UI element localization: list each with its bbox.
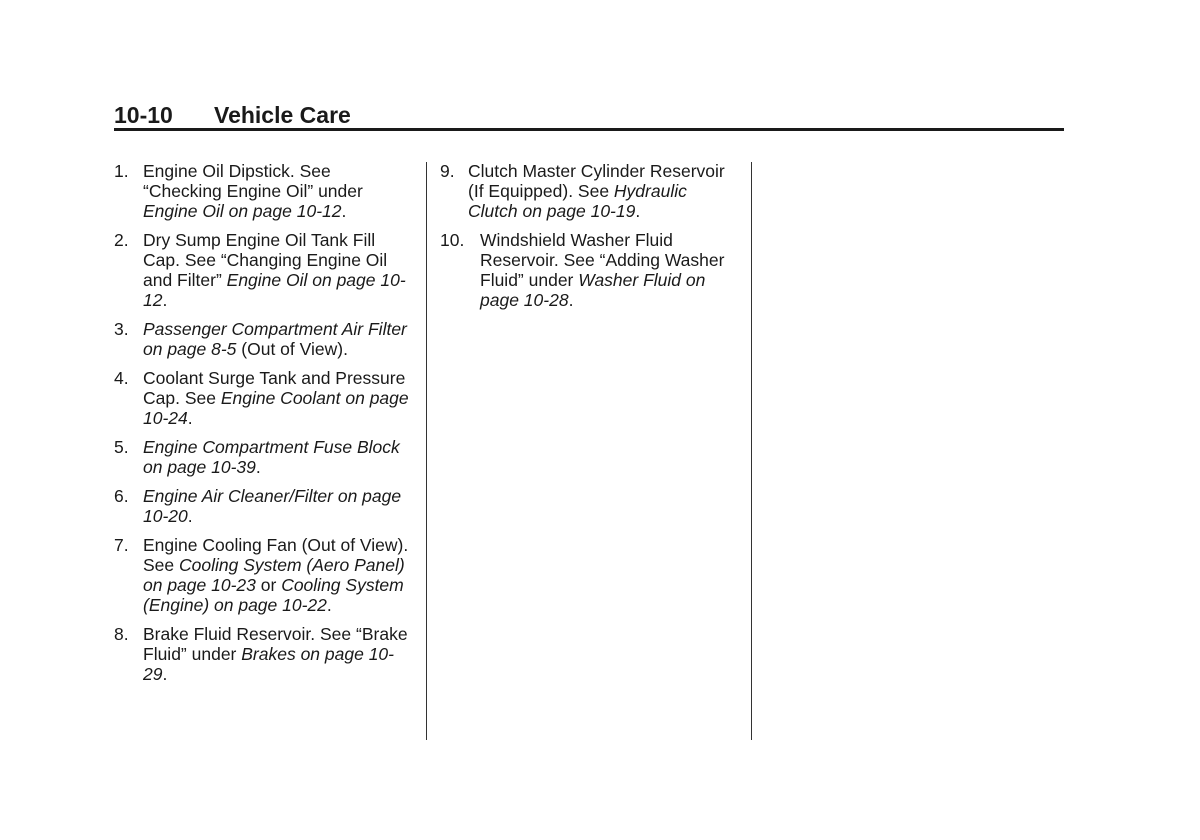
item-text-run: or	[255, 575, 282, 595]
item-text-run: .	[162, 290, 168, 310]
item-text-run: Engine Oil Dipstick. See “Checking Engine Oil” under	[143, 161, 363, 201]
page-reference: Brakes on page 10-29	[143, 644, 394, 684]
item-text-run: .	[635, 201, 641, 221]
item-number: 9.	[440, 161, 455, 181]
item-text	[440, 161, 740, 221]
list-item	[114, 437, 414, 477]
item-text	[114, 161, 414, 221]
page-reference: Hydraulic Clutch on page 10-19	[468, 181, 687, 221]
item-text-run: .	[162, 664, 168, 684]
item-number: 8.	[114, 624, 129, 644]
item-text-run: Brake Fluid Reservoir. See “Brake Fluid” under	[143, 624, 408, 664]
item-text-run: Dry Sump Engine Oil Tank Fill Cap. See “Changing Engine Oil and Filter”	[143, 230, 388, 290]
page-reference: Engine Oil on page 10-12	[143, 201, 342, 221]
item-number: 5.	[114, 437, 129, 457]
page-reference: Engine Coolant on page 10-24	[143, 388, 409, 428]
item-text-run: Coolant Surge Tank and Pressure Cap. See	[143, 368, 406, 408]
item-text-run: Clutch Master Cylinder Reservoir (If Equipped). See	[468, 161, 725, 201]
column-divider	[751, 162, 752, 740]
page-reference: Cooling System (Engine) on page 10-22	[143, 575, 404, 615]
item-number: 3.	[114, 319, 129, 339]
column-divider	[426, 162, 427, 740]
item-number: 10.	[440, 230, 465, 250]
item-text-run: .	[341, 201, 347, 221]
item-text	[114, 437, 414, 477]
page-reference: Engine Air Cleaner/Filter on page 10-20	[143, 486, 402, 526]
item-text-run: Windshield Washer Fluid Reservoir. See “Adding Washer Fluid” under	[480, 230, 725, 290]
header-rule	[114, 128, 1064, 131]
list-item	[440, 230, 740, 310]
item-text-run: .	[187, 408, 193, 428]
page-number: 10-10	[114, 102, 173, 128]
item-text	[114, 535, 414, 615]
item-number: 4.	[114, 368, 129, 388]
item-text-run: .	[568, 290, 574, 310]
item-number: 6.	[114, 486, 129, 506]
section-title: Vehicle Care	[214, 102, 351, 128]
item-text-run: (Out of View).	[236, 339, 348, 359]
page-reference: Engine Compartment Fuse Block on page 10-39	[143, 437, 400, 477]
list-item	[114, 624, 414, 684]
item-number: 2.	[114, 230, 129, 250]
page-reference: Passenger Compartment Air Filter on page 8-5	[143, 319, 407, 359]
list-item	[114, 535, 414, 615]
item-text-run: .	[187, 506, 193, 526]
item-number: 7.	[114, 535, 129, 555]
item-number: 1.	[114, 161, 129, 181]
list-item	[114, 319, 414, 359]
middle-column	[440, 161, 740, 319]
page-reference: Cooling System (Aero Panel) on page 10-23	[143, 555, 405, 595]
list-item	[440, 161, 740, 221]
item-text	[114, 319, 414, 359]
item-text-run: .	[255, 457, 261, 477]
item-text	[114, 368, 414, 428]
list-item	[114, 161, 414, 221]
page-reference: Washer Fluid on page 10-28	[480, 270, 706, 310]
page-reference: Engine Oil on page 10-12	[143, 270, 406, 310]
item-text-run: Engine Cooling Fan (Out of View). See	[143, 535, 409, 575]
item-text	[440, 230, 740, 310]
list-item	[114, 230, 414, 310]
left-column	[114, 161, 414, 693]
item-text	[114, 230, 414, 310]
item-text-run: .	[326, 595, 332, 615]
item-text	[114, 486, 414, 526]
item-text	[114, 624, 414, 684]
list-item	[114, 486, 414, 526]
list-item	[114, 368, 414, 428]
